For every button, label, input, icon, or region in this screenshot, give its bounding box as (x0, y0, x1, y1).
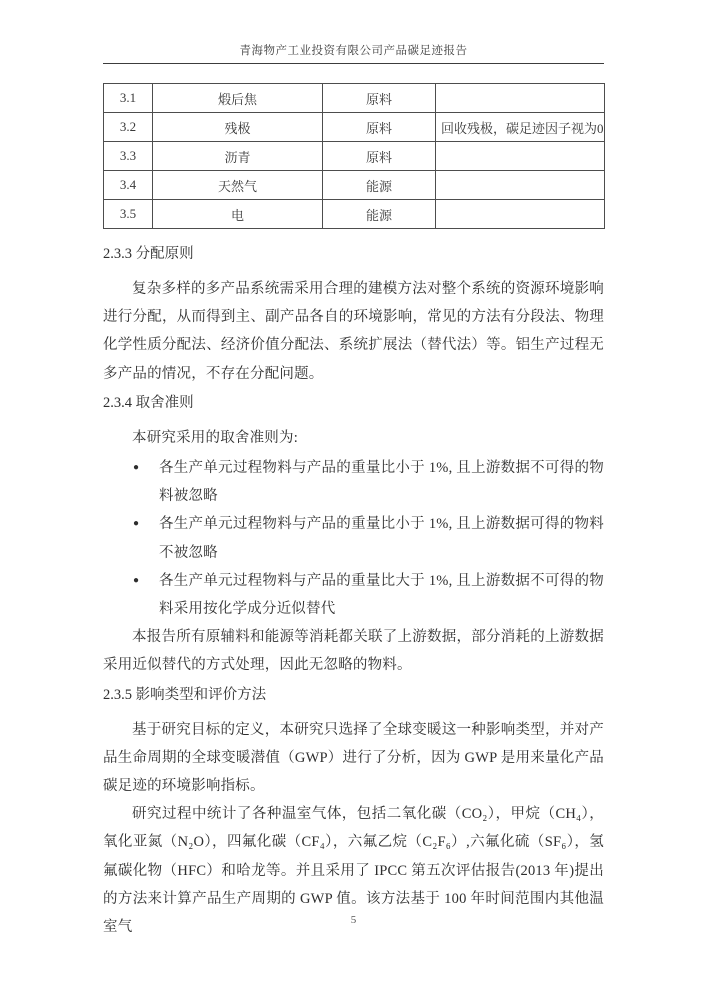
paragraph-ghg-list: 研究过程中统计了各种温室气体，包括二氧化碳（CO₂），甲烷（CH₄），氧化亚氮（N₂O），四氟化碳（CF₄），六氟乙烷（C₂F₆）,六氟化硫（SF₆），氢氟碳化物（HFC）和哈龙等。并且采用了 IPCC 第五次评估报告(2013 年)提出的方法来计算产品生产周期的 GWP 值。该方法基于 100 年时间范围内其他温室气 (103, 806, 604, 936)
cell-material: 天然气 (153, 171, 323, 200)
cell-note: 回收残极，碳足迹因子视为0 (436, 113, 605, 142)
cell-material: 沥青 (153, 142, 323, 171)
list-item (133, 454, 604, 510)
bullet-text: 各生产单元过程物料与产品的重量比大于 1%, 且上游数据不可得的物料采用按化学成分近似替代 (159, 572, 604, 618)
cell-material: 电 (153, 200, 323, 229)
materials-table (103, 83, 605, 229)
list-item (133, 510, 604, 566)
cell-index: 3.2 (104, 113, 153, 142)
cell-category: 原料 (323, 142, 436, 171)
bullet-text: 各生产单元过程物料与产品的重量比小于 1%, 且上游数据不可得的物料被忽略 (159, 460, 604, 505)
section-heading-235: 2.3.5 影响类型和评价方法 (103, 686, 267, 703)
paragraph-allocation: 复杂多样的多产品系统需采用合理的建模方法对整个系统的资源环境影响进行分配，从而得到主、副产品各自的环境影响，常见的方法有分段法、物理化学性质分配法、经济价值分配法、系统扩展法（替代法）等。铝生产过程无多产品的情况，不存在分配问题。 (103, 281, 604, 382)
report-title: 青海物产工业投资有限公司产品碳足迹报告 (239, 45, 468, 57)
bullet-icon: ● (133, 574, 140, 586)
paragraph-impact-type: 基于研究目标的定义，本研究只选择了全球变暖这一种影响类型，并对产品生命周期的全球变暖潜值（GWP）进行了分析，因为 GWP 是用来量化产品碳足迹的环境影响指标。 (103, 721, 604, 795)
cell-index: 3.3 (104, 142, 153, 171)
cell-index: 3.5 (104, 200, 153, 229)
cell-category: 能源 (323, 171, 436, 200)
bullet-text: 各生产单元过程物料与产品的重量比小于 1%, 且上游数据可得的物料不被忽略 (159, 516, 604, 561)
cell-category: 原料 (323, 113, 436, 142)
bullet-icon: ● (133, 518, 140, 530)
paragraph-cutoff-closing: 本报告所有原辅料和能源等消耗都关联了上游数据，部分消耗的上游数据采用近似替代的方式处理，因此无忽略的物料。 (103, 629, 604, 674)
table-row (104, 200, 605, 229)
cell-note (436, 171, 605, 200)
table-row (104, 171, 605, 200)
cell-index: 3.1 (104, 84, 153, 113)
cell-material: 煅后焦 (153, 84, 323, 113)
cell-material: 残极 (153, 113, 323, 142)
table-row (104, 113, 605, 142)
table-row (104, 142, 605, 171)
cell-note (436, 84, 605, 113)
cell-note (436, 142, 605, 171)
section-heading-233: 2.3.3 分配原则 (103, 246, 194, 262)
list-item (133, 567, 604, 623)
cell-category: 原料 (323, 84, 436, 113)
page-number: 5 (350, 914, 357, 926)
cell-index: 3.4 (104, 171, 153, 200)
page-content (103, 0, 604, 941)
cell-category: 能源 (323, 200, 436, 229)
section-heading-234: 2.3.4 取舍准则 (103, 394, 194, 411)
bullet-icon: ● (133, 462, 140, 474)
cutoff-bullet-list (103, 454, 604, 623)
header-rule (103, 63, 604, 64)
cutoff-intro: 本研究采用的取舍准则为: (132, 429, 298, 446)
running-header (103, 0, 604, 64)
table-row (104, 84, 605, 113)
cell-note (436, 200, 605, 229)
